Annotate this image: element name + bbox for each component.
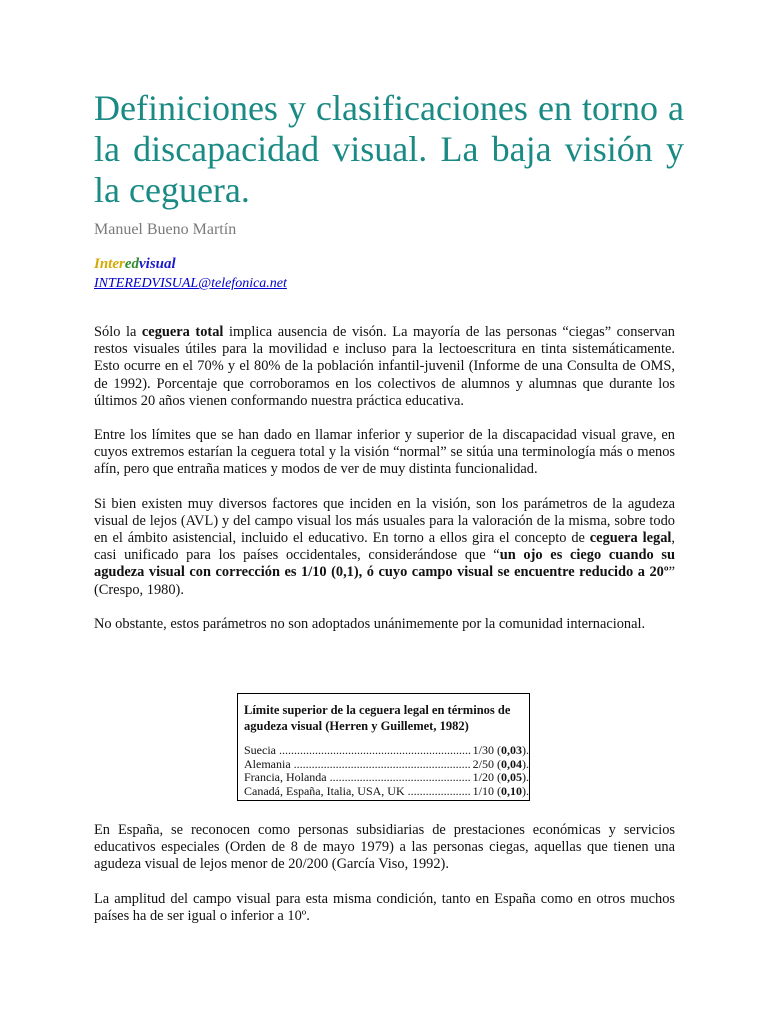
email-link[interactable]: INTEREDVISUAL@telefonica.net bbox=[94, 276, 287, 291]
table-row bbox=[244, 785, 529, 799]
para3-bold-quote: un ojo es ciego cuando su agudeza visual con corrección es 1/10 (0,1), ó cuyo campo visual se encuentre reducido a 20º bbox=[94, 547, 675, 581]
para1-bold: ceguera total bbox=[141, 324, 224, 340]
para1-text-a: Sólo la bbox=[94, 324, 142, 340]
org-part-visual: visual bbox=[139, 256, 176, 272]
author-name: Manuel Bueno Martín bbox=[94, 221, 237, 238]
table-caption: Límite superior de la ceguera legal en términos de agudeza visual (Herren y Guillemet, 1982) bbox=[244, 703, 511, 733]
organization-name bbox=[94, 256, 176, 273]
para3-bold-term: ceguera legal bbox=[589, 530, 672, 547]
row-country: Alemania ..... bbox=[244, 758, 471, 772]
body-text-lower bbox=[94, 822, 675, 942]
row-country: Suecia ..... bbox=[244, 744, 471, 758]
table-row bbox=[244, 758, 529, 772]
acuity-table-box bbox=[237, 693, 530, 801]
row-country: Canadá, España, Italia, USA, UK ..... bbox=[244, 785, 471, 799]
table-row bbox=[244, 771, 529, 785]
para3-text-e: ” (Crespo, 1980). bbox=[94, 564, 675, 598]
paragraph-4: No obstante, estos parámetros no son adoptados unánimemente por la comunidad internacional. bbox=[94, 615, 646, 632]
paragraph-1 bbox=[94, 324, 675, 410]
table-row bbox=[244, 744, 529, 758]
para1-text-c: implica ausencia de visón. La mayoría de las personas “ciegas” conservan restos visuales útiles para la movilidad e incluso para la lectoescritura en tinta sistemáticamente. Esto ocurre en el 70% y el 80% de la población infantil-juvenil (Informe de una Consulta de OMS, de 1992). Porcentaje que corroboramos en los colectivos de alumnos y alumnas que durante los últimos 20 años vienen conformando nuestra práctica educativa. bbox=[94, 324, 675, 409]
document-title: Definiciones y clasificaciones en torno a la discapacidad visual. La baja visión y la ceguera. bbox=[94, 88, 684, 210]
para3-text-c: , casi unificado para los países occidentales, considerándose que “ bbox=[94, 530, 675, 564]
paragraph-3 bbox=[94, 496, 675, 599]
row-value: 1/30 (0,03). bbox=[472, 743, 529, 757]
row-value: 1/20 (0,05). bbox=[472, 770, 529, 785]
org-part-inter: Inter bbox=[94, 256, 125, 272]
row-value: 2/50 (0,04). bbox=[472, 756, 529, 771]
paragraph-6: La amplitud del campo visual para esta misma condición, tanto en España como en otros muchos países ha de ser igual o inferior a 10º. bbox=[94, 890, 675, 924]
org-part-ed: ed bbox=[124, 256, 140, 272]
row-country: Francia, Holanda ..... bbox=[244, 771, 471, 785]
paragraph-2: Entre los límites que se han dado en llamar inferior y superior de la discapacidad visual grave, en cuyos extremos estarían la ceguera total y la visión “normal” se sitúa una terminología más o menos afín, pero que entraña matices y modos de ver de muy distinta funcionalidad. bbox=[94, 427, 675, 478]
para3-text-a: Si bien existen muy diversos factores que inciden en la visión, son los parámetros de la agudeza visual de lejos (AVL) y del campo visual los más usuales para la valoración de la misma, sobre todo en el ámbito asistencial, incluido el educativo. En torno a ellos gira el concepto de bbox=[94, 495, 675, 547]
row-value: 1/10 (0,10). bbox=[472, 783, 529, 798]
body-text bbox=[94, 324, 675, 650]
paragraph-5: En España, se reconocen como personas subsidiarias de prestaciones económicas y servicios educativos especiales (Orden de 8 de mayo 1979) a las personas ciegas, aquellas que tienen una agudeza visual de lejos menor de 20/200 (García Viso, 1992). bbox=[94, 822, 675, 873]
